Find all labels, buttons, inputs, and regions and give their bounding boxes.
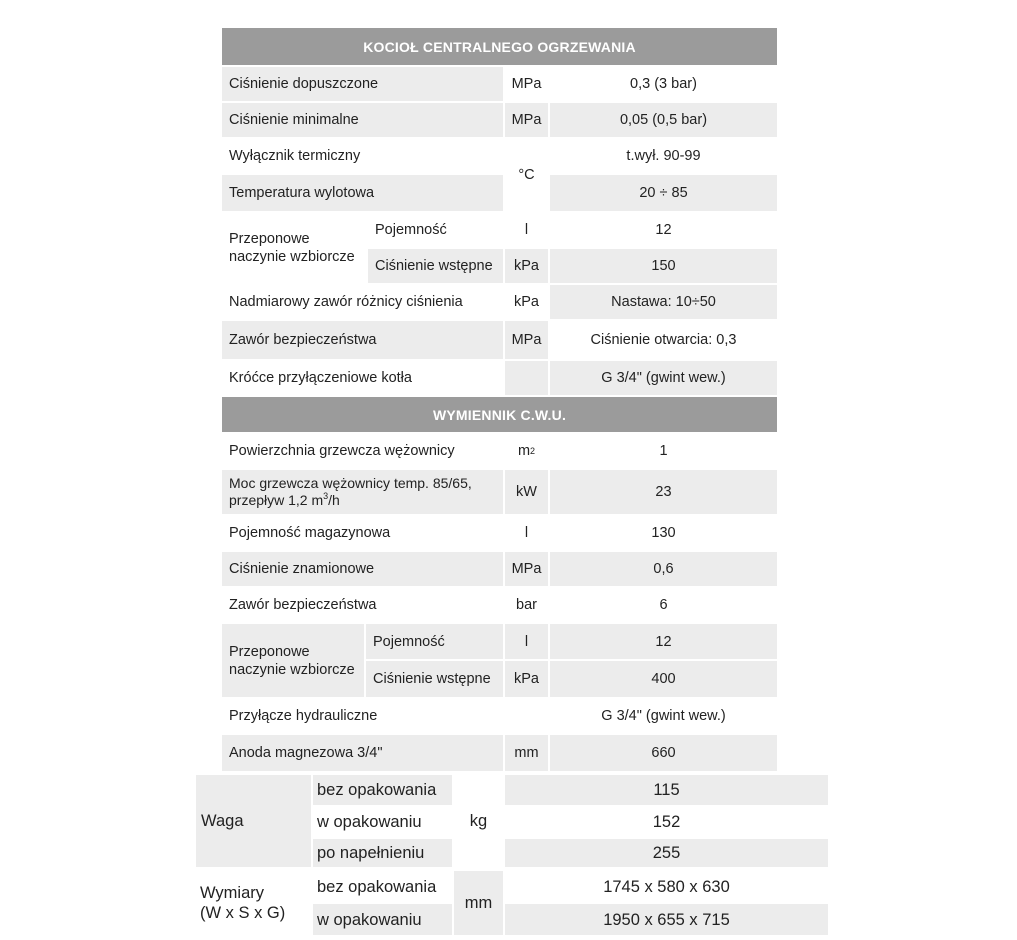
boiler-row-unit	[505, 361, 548, 395]
dhw-row-value: 23	[550, 470, 777, 514]
dhw-section-header: WYMIENNIK C.W.U.	[222, 397, 777, 432]
dimensions-label: Wymiary (W x S x G)	[196, 871, 311, 935]
dhw-vessel-subrow-label: Ciśnienie wstępne	[366, 661, 503, 697]
dhw-vessel-subrow-unit: kPa	[505, 661, 548, 697]
boiler-row-value: 0,05 (0,5 bar)	[550, 103, 777, 137]
dimensions-subrow-value: 1950 x 655 x 715	[505, 904, 828, 935]
dhw-vessel-subrow-value: 12	[550, 624, 777, 659]
boiler-temp-unit: °C	[505, 139, 548, 211]
weight-subrow-value: 115	[505, 775, 828, 805]
boiler-row-label: Króćce przyłączeniowe kotła	[222, 361, 503, 395]
boiler-row-unit: MPa	[505, 67, 548, 101]
boiler-row-value: Ciśnienie otwarcia: 0,3	[550, 321, 777, 359]
dhw-row-value: 6	[550, 588, 777, 622]
dimensions-unit: mm	[454, 871, 503, 935]
dhw-row-label: Powierzchnia grzewcza wężownicy	[222, 434, 503, 468]
boiler-vessel-subrow-label: Pojemność	[368, 213, 503, 247]
dhw-row-unit: kW	[505, 470, 548, 514]
weight-subrow-label: po napełnieniu	[313, 839, 452, 867]
boiler-vessel-label: Przeponowe naczynie wzbiorcze	[222, 213, 366, 283]
dhw-row-unit: l	[505, 516, 548, 550]
boiler-vessel-subrow-value: 12	[550, 213, 777, 247]
boiler-row-label: Ciśnienie dopuszczone	[222, 67, 503, 101]
boiler-row-value: 20 ÷ 85	[550, 175, 777, 211]
dhw-area-unit: m 2	[505, 434, 548, 468]
dhw-vessel-subrow-unit: l	[505, 624, 548, 659]
dhw-power-label: Moc grzewcza wężownicy temp. 85/65, przepływ 1,2 $m^3/h$	[222, 470, 503, 514]
boiler-row-unit: kPa	[505, 285, 548, 319]
dhw-vessel-subrow-value: 400	[550, 661, 777, 697]
dhw-row-value: 660	[550, 735, 777, 771]
dhw-row-value: 130	[550, 516, 777, 550]
weight-subrow-label: w opakowaniu	[313, 807, 452, 837]
dhw-vessel-subrow-label: Pojemność	[366, 624, 503, 659]
dhw-row-value: 0,6	[550, 552, 777, 586]
dhw-row-label: Ciśnienie znamionowe	[222, 552, 503, 586]
boiler-row-value: t.wył. 90-99	[550, 139, 777, 173]
boiler-row-label: Zawór bezpieczeństwa	[222, 321, 503, 359]
boiler-vessel-subrow-value: 150	[550, 249, 777, 283]
boiler-row-unit: MPa	[505, 321, 548, 359]
boiler-row-value: G 3/4" (gwint wew.)	[550, 361, 777, 395]
dhw-row-label: Przyłącze hydrauliczne	[222, 699, 503, 733]
boiler-row-value: 0,3 (3 bar)	[550, 67, 777, 101]
boiler-row-unit: MPa	[505, 103, 548, 137]
weight-subrow-value: 255	[505, 839, 828, 867]
boiler-row-label: Ciśnienie minimalne	[222, 103, 503, 137]
dhw-row-unit	[505, 699, 548, 733]
dimensions-subrow-label: bez opakowania	[313, 871, 452, 902]
boiler-row-label: Nadmiarowy zawór różnicy ciśnienia	[222, 285, 503, 319]
boiler-row-value: Nastawa: 10÷50	[550, 285, 777, 319]
dhw-row-label: Pojemność magazynowa	[222, 516, 503, 550]
dhw-row-value: 1	[550, 434, 777, 468]
weight-label: Waga	[196, 775, 311, 867]
dhw-row-label: Anoda magnezowa 3/4"	[222, 735, 503, 771]
dhw-row-unit: MPa	[505, 552, 548, 586]
dimensions-subrow-label: w opakowaniu	[313, 904, 452, 935]
boiler-vessel-subrow-unit: l	[505, 213, 548, 247]
dimensions-subrow-value: 1745 x 580 x 630	[505, 871, 828, 902]
dhw-row-unit: bar	[505, 588, 548, 622]
boiler-row-label: Wyłącznik termiczny	[222, 139, 503, 173]
boiler-vessel-subrow-label: Ciśnienie wstępne	[368, 249, 503, 283]
dhw-row-unit: mm	[505, 735, 548, 771]
dhw-row-label: Zawór bezpieczeństwa	[222, 588, 503, 622]
dhw-vessel-label: Przeponowe naczynie wzbiorcze	[222, 624, 364, 697]
boiler-section-header: KOCIOŁ CENTRALNEGO OGRZEWANIA	[222, 28, 777, 65]
boiler-vessel-subrow-unit: kPa	[505, 249, 548, 283]
weight-subrow-value: 152	[505, 807, 828, 837]
boiler-row-label: Temperatura wylotowa	[222, 175, 503, 211]
weight-unit: kg	[454, 775, 503, 867]
weight-subrow-label: bez opakowania	[313, 775, 452, 805]
dhw-row-value: G 3/4" (gwint wew.)	[550, 699, 777, 733]
